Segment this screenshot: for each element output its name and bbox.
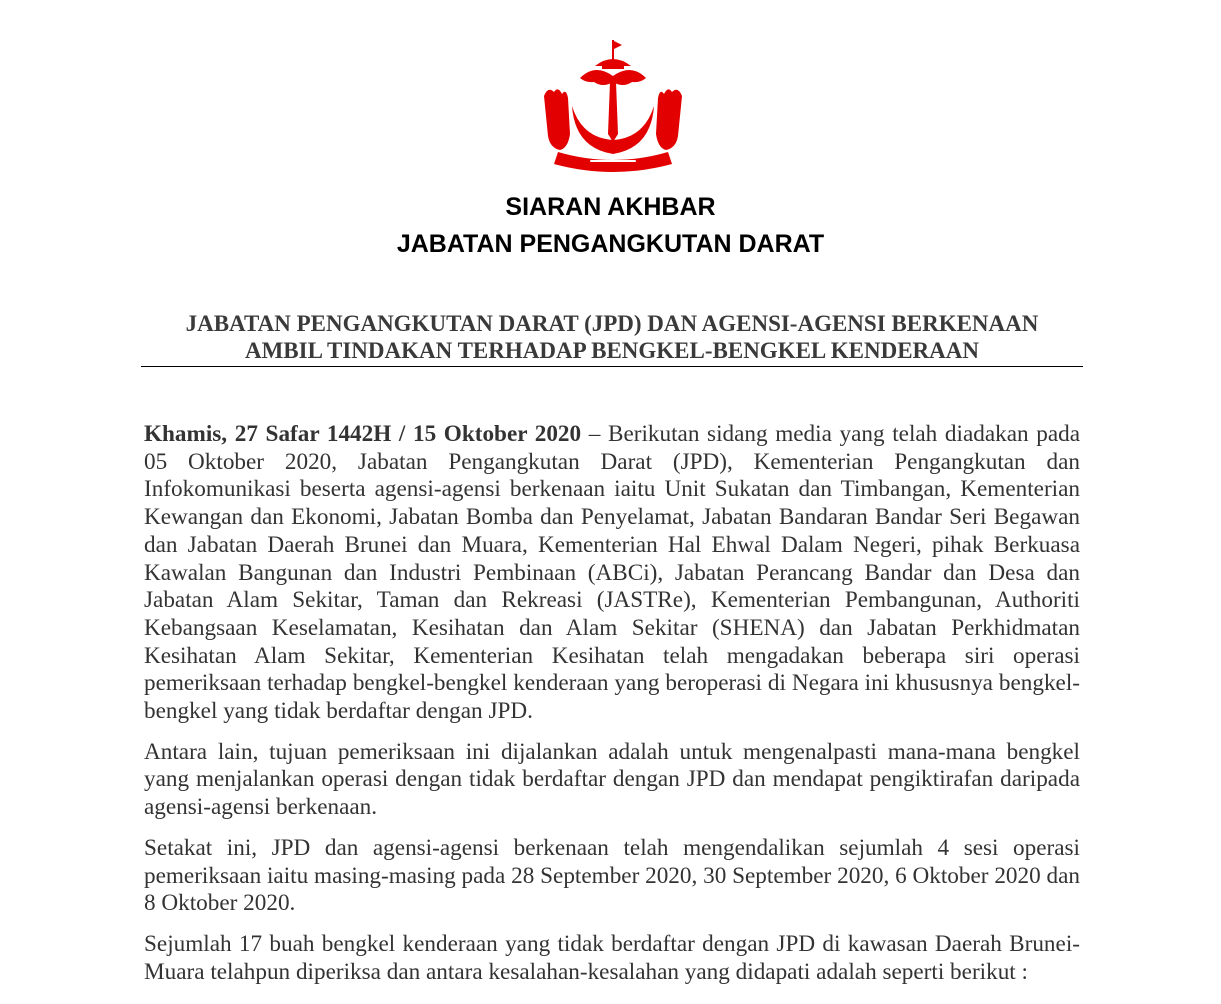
title-line-2: AMBIL TINDAKAN TERHADAP BENGKEL-BENGKEL KENDERAAN: [244, 338, 979, 363]
department-heading: JABATAN PENGANGKUTAN DARAT: [396, 230, 825, 258]
paragraph-2: Antara lain, tujuan pemeriksaan ini dijalankan adalah untuk mengenalpasti mana-mana bengkel yang menjalankan operasi dengan tidak berdaftar dengan JPD dan mendapat pengiktirafan daripada agensi-agensi berkenaan.: [144, 738, 1080, 821]
title-line-1: JABATAN PENGANGKUTAN DARAT (JPD) DAN AGENSI-AGENSI BERKENAAN: [185, 311, 1039, 336]
paragraph-1-text: – Berikutan sidang media yang telah diadakan pada 05 Oktober 2020, Jabatan Pengangkutan Darat (JPD), Kementerian Pengangkutan dan Infokomunikasi beserta agensi-agensi berkenaan iaitu Unit Sukatan dan Timbangan, Kementerian Kewangan dan Ekonomi, Jabatan Bomba dan Penyelamat, Jabatan Bandaran Bandar Seri Begawan dan Jabatan Daerah Brunei dan Muara, Kementerian Hal Ehwal Dalam Negeri, pihak Berkuasa Kawalan Bangunan dan Industri Pembinaan (ABCi), Jabatan Perancang Bandar dan Desa dan Jabatan Alam Sekitar, Taman dan Rekreasi (JASTRe), Kementerian Pembangunan, Authoriti Kebangsaan Keselamatan, Kesihatan dan Alam Sekitar (SHENA) dan Jabatan Perkhidmatan Kesihatan Alam Sekitar, Kementerian Kesihatan telah mengadakan beberapa siri operasi pemeriksaan terhadap bengkel-bengkel kenderaan yang beroperasi di Negara ini khususnya bengkel-bengkel yang tidak berdaftar dengan JPD.: [144, 421, 1080, 725]
title-divider: [141, 366, 1083, 367]
document-body: [144, 421, 1080, 999]
brunei-crest-icon: [540, 38, 686, 172]
paragraph-4: Sejumlah 17 buah bengkel kenderaan yang tidak berdaftar dengan JPD di kawasan Daerah Brunei-Muara telahpun diperiksa dan antara kesalahan-kesalahan yang didapati adalah seperti berikut :: [144, 930, 1080, 985]
document-title: [141, 310, 1083, 364]
press-release-heading: SIARAN AKHBAR: [505, 193, 716, 221]
paragraph-1: [144, 421, 1080, 726]
date-lead: Khamis, 27 Safar 1442H / 15 Oktober 2020: [144, 421, 582, 447]
paragraph-3: Setakat ini, JPD dan agensi-agensi berkenaan telah mengendalikan sejumlah 4 sesi operasi pemeriksaan iaitu masing-masing pada 28 September 2020, 30 September 2020, 6 Oktober 2020 dan 8 Oktober 2020.: [144, 834, 1080, 917]
